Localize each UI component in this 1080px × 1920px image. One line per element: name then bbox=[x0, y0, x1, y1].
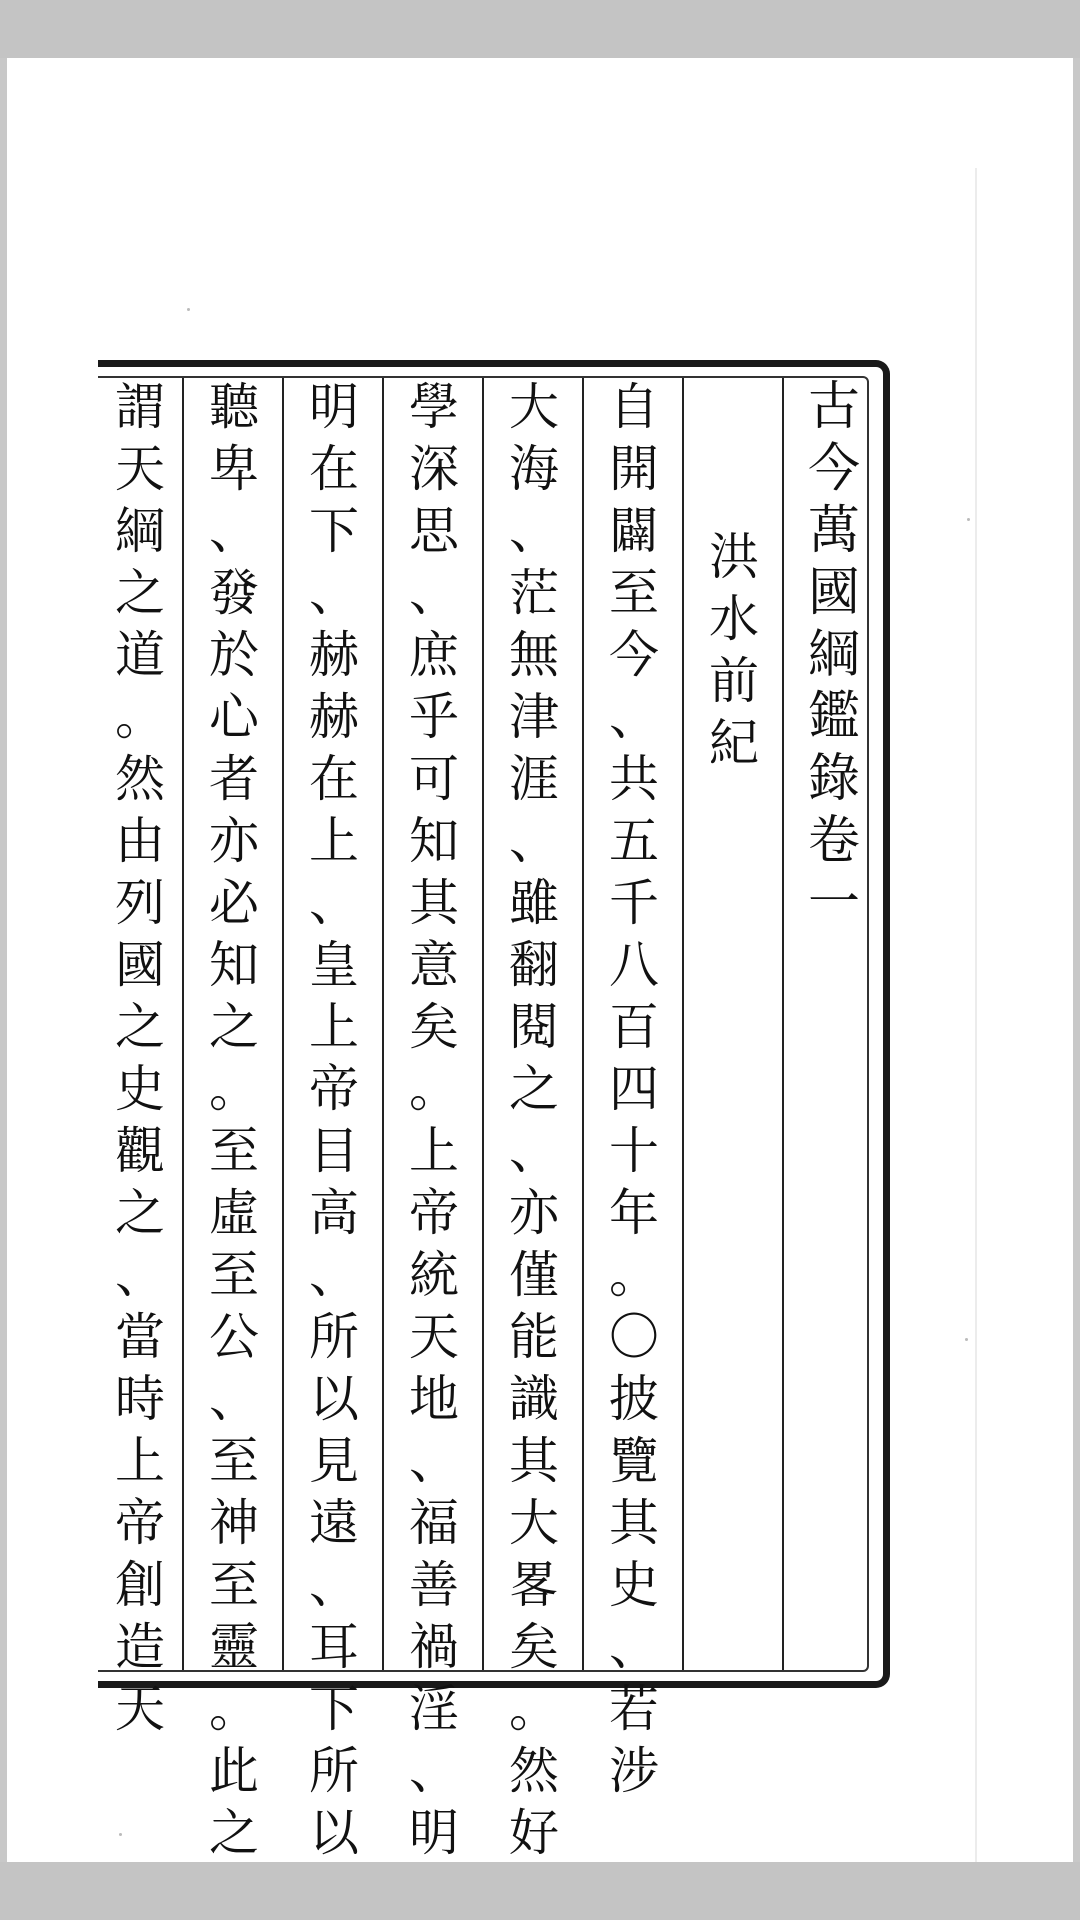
glyph: 、 bbox=[609, 688, 659, 746]
glyph: 知 bbox=[409, 812, 459, 870]
glyph: 共 bbox=[609, 750, 659, 808]
glyph: 上 bbox=[409, 1122, 459, 1180]
glyph: 必 bbox=[209, 874, 259, 932]
glyph: 洪 bbox=[709, 528, 759, 586]
glyph: 。 bbox=[509, 1680, 559, 1738]
section-heading-column bbox=[684, 376, 784, 1672]
glyph: 開 bbox=[609, 440, 659, 498]
glyph: 。 bbox=[209, 1680, 259, 1738]
glyph: 閱 bbox=[509, 998, 559, 1056]
glyph: 亦 bbox=[509, 1184, 559, 1242]
paper-speck bbox=[965, 1338, 968, 1341]
glyph: 茫 bbox=[509, 564, 559, 622]
glyph: 畧 bbox=[509, 1556, 559, 1614]
glyph: 庶 bbox=[409, 626, 459, 684]
glyph: 禍 bbox=[409, 1618, 459, 1676]
glyph: 、 bbox=[209, 1370, 259, 1428]
glyph: 善 bbox=[409, 1556, 459, 1614]
glyph: 、 bbox=[309, 1556, 359, 1614]
body-column-6 bbox=[98, 376, 182, 1738]
glyph: 者 bbox=[209, 750, 259, 808]
glyph: 海 bbox=[509, 440, 559, 498]
glyph: 其 bbox=[609, 1494, 659, 1552]
glyph: 其 bbox=[509, 1432, 559, 1490]
glyph: 見 bbox=[309, 1432, 359, 1490]
glyph: 所 bbox=[309, 1308, 359, 1366]
glyph: 之 bbox=[209, 1804, 259, 1862]
glyph: 天 bbox=[409, 1308, 459, 1366]
glyph: 虛 bbox=[209, 1184, 259, 1242]
glyph: 綱 bbox=[115, 502, 165, 560]
glyph: 心 bbox=[209, 688, 259, 746]
glyph: 前 bbox=[709, 652, 759, 710]
glyph: 然 bbox=[509, 1742, 559, 1800]
glyph: 時 bbox=[115, 1370, 165, 1428]
glyph: 鑑 bbox=[807, 687, 860, 747]
glyph: 遠 bbox=[309, 1494, 359, 1552]
glyph: 由 bbox=[115, 812, 165, 870]
glyph: 聽 bbox=[209, 378, 259, 436]
glyph: 明 bbox=[409, 1804, 459, 1862]
glyph: 百 bbox=[609, 998, 659, 1056]
glyph: 深 bbox=[409, 440, 459, 498]
paper-speck bbox=[119, 1833, 122, 1836]
glyph: 年 bbox=[609, 1184, 659, 1242]
glyph: 、 bbox=[509, 502, 559, 560]
glyph: 其 bbox=[409, 874, 459, 932]
glyph: 能 bbox=[509, 1308, 559, 1366]
glyph: 至 bbox=[209, 1432, 259, 1490]
glyph: 知 bbox=[209, 936, 259, 994]
glyph: 。 bbox=[209, 1060, 259, 1118]
body-column-3 bbox=[384, 376, 484, 1862]
glyph: 學 bbox=[409, 378, 459, 436]
glyph: 之 bbox=[115, 564, 165, 622]
glyph: 、 bbox=[409, 1742, 459, 1800]
glyph: 高 bbox=[309, 1184, 359, 1242]
body-column-2 bbox=[484, 376, 584, 1862]
glyph: 涯 bbox=[509, 750, 559, 808]
glyph: 識 bbox=[509, 1370, 559, 1428]
glyph: 可 bbox=[409, 750, 459, 808]
glyph: 、 bbox=[409, 1432, 459, 1490]
glyph: 涉 bbox=[609, 1742, 659, 1800]
glyph: 然 bbox=[115, 750, 165, 808]
glyph: 雖 bbox=[509, 874, 559, 932]
glyph: 下 bbox=[309, 502, 359, 560]
glyph: 自 bbox=[609, 378, 659, 436]
glyph: 於 bbox=[209, 626, 259, 684]
glyph: 上 bbox=[115, 1432, 165, 1490]
glyph: 若 bbox=[609, 1680, 659, 1738]
glyph: 皇 bbox=[309, 936, 359, 994]
glyph: 。 bbox=[409, 1060, 459, 1118]
glyph: 下 bbox=[309, 1680, 359, 1738]
glyph: 。 bbox=[609, 1246, 659, 1304]
glyph: 好 bbox=[509, 1804, 559, 1862]
glyph: 思 bbox=[409, 502, 459, 560]
glyph: 今 bbox=[807, 439, 860, 499]
glyph: 、 bbox=[309, 1246, 359, 1304]
glyph: 發 bbox=[209, 564, 259, 622]
glyph: 天 bbox=[115, 1680, 165, 1738]
glyph: 耳 bbox=[309, 1618, 359, 1676]
glyph: 五 bbox=[609, 812, 659, 870]
glyph: 上 bbox=[309, 812, 359, 870]
glyph: 矣 bbox=[409, 998, 459, 1056]
glyph: 在 bbox=[309, 750, 359, 808]
glyph: 意 bbox=[409, 936, 459, 994]
glyph: 在 bbox=[309, 440, 359, 498]
glyph: 闢 bbox=[609, 502, 659, 560]
glyph: 披 bbox=[609, 1370, 659, 1428]
glyph: 翻 bbox=[509, 936, 559, 994]
glyph: 萬 bbox=[807, 501, 860, 561]
glyph: 之 bbox=[115, 998, 165, 1056]
glyph: 十 bbox=[609, 1122, 659, 1180]
glyph: 大 bbox=[509, 378, 559, 436]
glyph: 、 bbox=[609, 1618, 659, 1676]
glyph: 〇 bbox=[609, 1308, 659, 1366]
glyph: 福 bbox=[409, 1494, 459, 1552]
glyph: 赫 bbox=[309, 626, 359, 684]
glyph: 今 bbox=[609, 626, 659, 684]
glyph: 千 bbox=[609, 874, 659, 932]
glyph: 錄 bbox=[807, 749, 860, 809]
glyph: 津 bbox=[509, 688, 559, 746]
glyph: 國 bbox=[807, 563, 860, 623]
glyph: 矣 bbox=[509, 1618, 559, 1676]
glyph: 古 bbox=[807, 377, 860, 437]
glyph: 統 bbox=[409, 1246, 459, 1304]
glyph: 卑 bbox=[209, 440, 259, 498]
body-column-5 bbox=[184, 376, 284, 1862]
glyph: 、 bbox=[309, 564, 359, 622]
glyph: 、 bbox=[309, 874, 359, 932]
glyph: 以 bbox=[309, 1370, 359, 1428]
glyph: 明 bbox=[309, 378, 359, 436]
glyph: 、 bbox=[409, 564, 459, 622]
glyph: 帝 bbox=[309, 1060, 359, 1118]
glyph: 此 bbox=[209, 1742, 259, 1800]
body-column-4 bbox=[284, 376, 384, 1862]
glyph: 之 bbox=[509, 1060, 559, 1118]
glyph: 上 bbox=[309, 998, 359, 1056]
glyph: 乎 bbox=[409, 688, 459, 746]
glyph: 當 bbox=[115, 1308, 165, 1366]
glyph: 史 bbox=[609, 1556, 659, 1614]
glyph: 、 bbox=[509, 1122, 559, 1180]
glyph: 四 bbox=[609, 1060, 659, 1118]
glyph: 地 bbox=[409, 1370, 459, 1428]
glyph: 道 bbox=[115, 626, 165, 684]
glyph: 八 bbox=[609, 936, 659, 994]
glyph: 觀 bbox=[115, 1122, 165, 1180]
glyph: 至 bbox=[609, 564, 659, 622]
glyph: 、 bbox=[209, 502, 259, 560]
glyph: 覽 bbox=[609, 1432, 659, 1490]
glyph: 帝 bbox=[409, 1184, 459, 1242]
glyph: 至 bbox=[209, 1246, 259, 1304]
glyph: 無 bbox=[509, 626, 559, 684]
glyph: 紀 bbox=[709, 714, 759, 772]
body-column-1 bbox=[584, 376, 684, 1800]
glyph: 之 bbox=[209, 998, 259, 1056]
glyph: 綱 bbox=[807, 625, 860, 685]
glyph: 。 bbox=[115, 688, 165, 746]
glyph: 、 bbox=[509, 812, 559, 870]
glyph: 至 bbox=[209, 1122, 259, 1180]
glyph: 淫 bbox=[409, 1680, 459, 1738]
glyph: 國 bbox=[115, 936, 165, 994]
glyph: 創 bbox=[115, 1556, 165, 1614]
viewer-top-bar bbox=[0, 0, 1080, 58]
glyph: 公 bbox=[209, 1308, 259, 1366]
glyph: 以 bbox=[309, 1804, 359, 1862]
glyph: 所 bbox=[309, 1742, 359, 1800]
glyph: 至 bbox=[209, 1556, 259, 1614]
glyph: 、 bbox=[115, 1246, 165, 1304]
glyph: 亦 bbox=[209, 812, 259, 870]
glyph: 水 bbox=[709, 590, 759, 648]
viewer-bottom-bar bbox=[0, 1862, 1080, 1920]
glyph: 史 bbox=[115, 1060, 165, 1118]
glyph: 僅 bbox=[509, 1246, 559, 1304]
glyph: 之 bbox=[115, 1184, 165, 1242]
page-fold-line bbox=[975, 168, 977, 1868]
glyph: 赫 bbox=[309, 688, 359, 746]
glyph: 靈 bbox=[209, 1618, 259, 1676]
glyph: 列 bbox=[115, 874, 165, 932]
glyph: 目 bbox=[309, 1122, 359, 1180]
glyph: 造 bbox=[115, 1618, 165, 1676]
glyph: 卷 bbox=[807, 811, 860, 871]
glyph: 神 bbox=[209, 1494, 259, 1552]
glyph: 一 bbox=[807, 873, 860, 933]
paper-speck bbox=[967, 518, 970, 521]
glyph: 帝 bbox=[115, 1494, 165, 1552]
title-column bbox=[784, 376, 884, 1672]
paper-speck bbox=[187, 308, 190, 311]
glyph: 謂 bbox=[115, 378, 165, 436]
glyph: 天 bbox=[115, 440, 165, 498]
glyph: 大 bbox=[509, 1494, 559, 1552]
